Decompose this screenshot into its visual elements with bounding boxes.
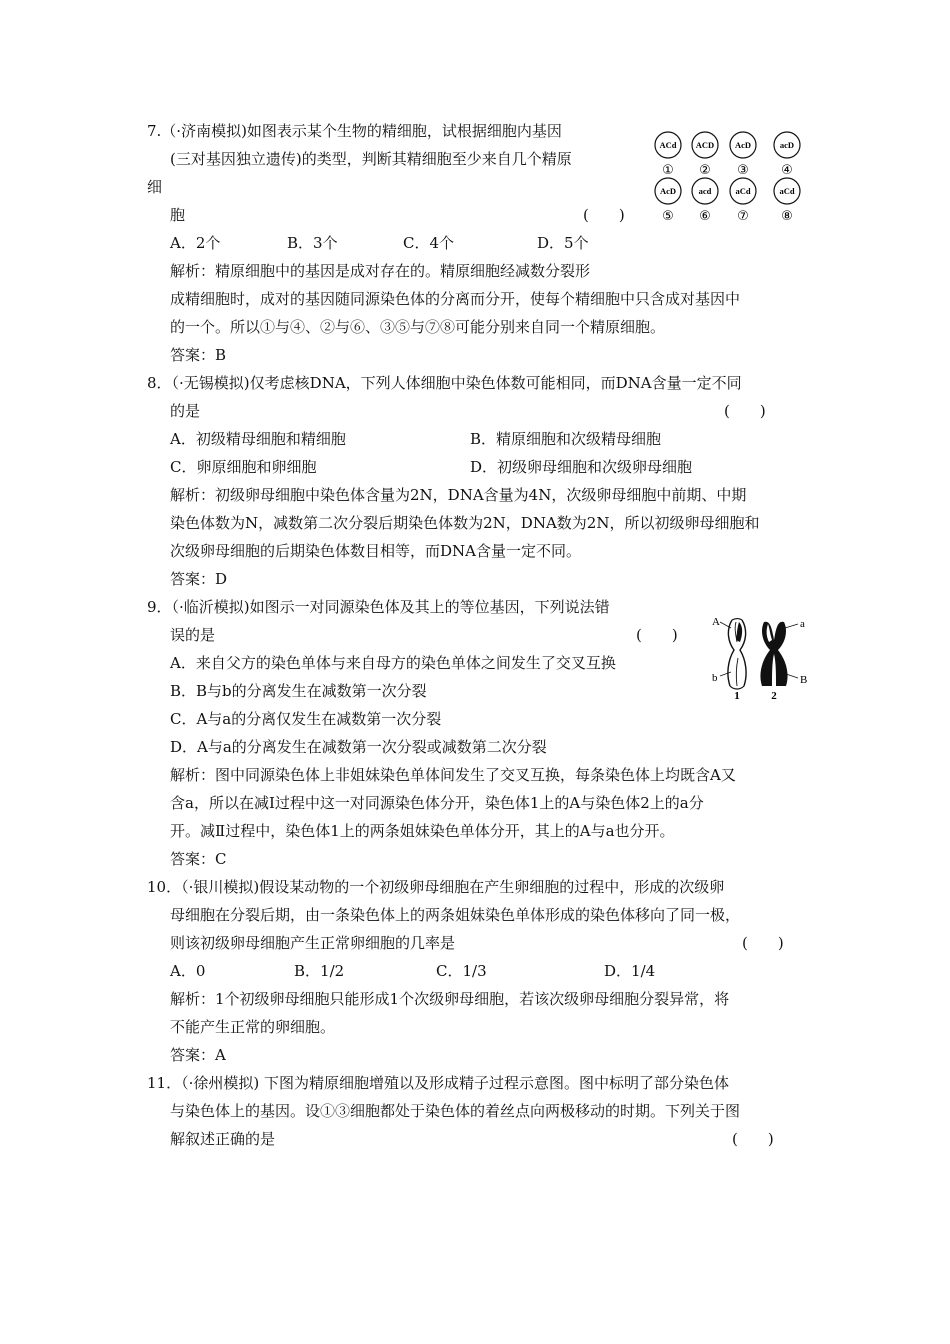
- q7-answer: 答案：B: [170, 346, 227, 364]
- sperm-cell-2-genes: ACD: [695, 140, 715, 150]
- sperm-cell-4-genes: acD: [779, 140, 795, 150]
- q7-stem-line-1: 7.（·济南模拟)如图表示某个生物的精细胞，试根据细胞内基因: [147, 122, 562, 140]
- sperm-cell-7-number: ⑦: [737, 209, 749, 224]
- sperm-cell-8-number: ⑧: [781, 209, 793, 224]
- q8-answer: 答案：D: [170, 570, 228, 588]
- sperm-cell-2-number: ②: [699, 163, 711, 178]
- q9-stem-line-1: 9．（·临沂模拟)如图示一对同源染色体及其上的等位基因，下列说法错: [147, 598, 610, 616]
- sperm-cell-5: [655, 178, 681, 224]
- q7-option-b: B．3个: [287, 234, 338, 252]
- chromosome-2-label: 2: [771, 690, 777, 700]
- q10-option-b: B．1/2: [294, 962, 345, 980]
- gene-label-a: a: [800, 618, 805, 630]
- sperm-cell-1-number: ①: [662, 163, 674, 178]
- sperm-cell-6: [692, 178, 718, 224]
- q10-answer: 答案：A: [170, 1046, 226, 1064]
- q8-explanation-line-3: 次级卵母细胞的后期染色体数目相等，而DNA含量一定不同。: [170, 542, 581, 560]
- q10-explanation-line-1: 解析：1个初级卵母细胞只能形成1个次级卵母细胞，若该次级卵母细胞分裂异常，将: [170, 990, 730, 1008]
- sperm-cell-6-genes: acd: [698, 186, 712, 196]
- q10-option-a: A．0: [170, 962, 206, 980]
- q9-explanation-line-3: 开。减Ⅱ过程中，染色体1上的两条姐妹染色单体分开，其上的A与a也分开。: [170, 822, 675, 840]
- q11-answer-blank: ( ): [732, 1130, 774, 1148]
- q9-stem-line-2: 误的是: [170, 626, 216, 644]
- q10-answer-blank: ( ): [742, 934, 784, 952]
- q9-explanation-line-1: 解析：图中同源染色体上非姐妹染色单体间发生了交叉互换，每条染色体上均既含A又: [170, 766, 736, 784]
- q7-stem-line-4: 胞: [170, 206, 186, 224]
- q10-stem-line-1: 10．（·银川模拟)假设某动物的一个初级卵母细胞在产生卵细胞的过程中，形成的次级卵: [147, 878, 725, 896]
- q7-option-c: C．4个: [403, 234, 455, 252]
- q10-stem-line-2: 母细胞在分裂后期，由一条染色体上的两条姐妹染色单体形成的染色体移向了同一极，: [170, 906, 741, 924]
- gene-label-B: B: [800, 674, 808, 686]
- q8-stem-line-2: 的是: [170, 402, 201, 420]
- sperm-cell-4-number: ④: [781, 163, 793, 178]
- q7-explanation-line-1: 解析：精原细胞中的基因是成对存在的。精原细胞经减数分裂形: [170, 262, 591, 280]
- sperm-cell-4: [774, 132, 800, 178]
- q7-explanation-line-2: 成精细胞时，成对的基因随同源染色体的分离而分开，使每个精细胞中只含成对基因中: [170, 290, 741, 308]
- q10-option-d: D．1/4: [604, 962, 656, 980]
- sperm-cell-1: [655, 132, 681, 178]
- q8-explanation-line-2: 染色体数为N，减数第二次分裂后期染色体数为2N，DNA数为2N，所以初级卵母细胞和: [170, 514, 760, 532]
- sperm-cell-6-number: ⑥: [699, 209, 711, 224]
- q9-explanation-line-2: 含a，所以在减Ⅰ过程中这一对同源染色体分开，染色体1上的A与染色体2上的a分: [170, 794, 704, 812]
- q8-option-b: B．精原细胞和次级精母细胞: [470, 430, 662, 448]
- sperm-cell-3: [730, 132, 756, 178]
- q9-option-d: D．A与a的分离发生在减数第一次分裂或减数第二次分裂: [170, 738, 547, 756]
- q10-stem-line-3: 则该初级卵母细胞产生正常卵细胞的几率是: [170, 934, 456, 952]
- chromosome-2: [760, 622, 787, 686]
- q9-option-c: C．A与a的分离仅发生在减数第一次分裂: [170, 710, 442, 728]
- gene-label-A: A: [712, 616, 720, 628]
- sperm-cell-2: [692, 132, 718, 178]
- sperm-cell-5-number: ⑤: [662, 209, 674, 224]
- q8-explanation-line-1: 解析：初级卵母细胞中染色体含量为2N，DNA含量为4N，次级卵母细胞中前期、中期: [170, 486, 747, 504]
- q7-option-a: A．2个: [170, 234, 221, 252]
- sperm-cell-7: [730, 178, 756, 224]
- q8-stem-line-1: 8．（·无锡模拟)仅考虑核DNA，下列人体细胞中染色体数可能相同，而DNA含量一定不同: [147, 374, 742, 392]
- sperm-cell-3-number: ③: [737, 163, 749, 178]
- sperm-cell-5-genes: AcD: [659, 186, 677, 196]
- q10-explanation-line-2: 不能产生正常的卵细胞。: [170, 1018, 336, 1036]
- q8-option-c: C．卵原细胞和卵细胞: [170, 458, 317, 476]
- q9-answer: 答案：C: [170, 850, 227, 868]
- q9-chromosome-figure: [706, 612, 810, 700]
- chromosome-1-label: 1: [734, 690, 740, 700]
- q8-option-a: A．初级精母细胞和精细胞: [170, 430, 346, 448]
- q9-answer-blank: ( ): [636, 626, 678, 644]
- q8-option-d: D．初级卵母细胞和次级卵母细胞: [470, 458, 693, 476]
- q7-option-d: D．5个: [537, 234, 589, 252]
- q7-stem-line-2: (三对基因独立遗传)的类型，判断其精细胞至少来自几个精原: [170, 150, 572, 168]
- q7-stem-line-3: 细: [147, 178, 163, 196]
- sperm-cell-8: [774, 178, 800, 224]
- sperm-cell-8-genes: aCd: [779, 186, 795, 196]
- q7-explanation-line-3: 的一个。所以①与④、②与⑥、③⑤与⑦⑧可能分别来自同一个精原细胞。: [170, 318, 666, 336]
- sperm-cell-7-genes: aCd: [735, 186, 751, 196]
- gene-label-b: b: [712, 672, 718, 684]
- q7-sperm-cells-figure: [648, 128, 808, 226]
- chromosome-1: [728, 619, 746, 690]
- q8-answer-blank: ( ): [724, 402, 766, 420]
- q11-stem-line-2: 与染色体上的基因。设①③细胞都处于染色体的着丝点向两极移动的时期。下列关于图: [170, 1102, 741, 1120]
- q11-stem-line-3: 解叙述正确的是: [170, 1130, 276, 1148]
- q10-option-c: C．1/3: [436, 962, 487, 980]
- q9-option-a: A．来自父方的染色单体与来自母方的染色单体之间发生了交叉互换: [170, 654, 616, 672]
- sperm-cell-1-genes: ACd: [659, 140, 677, 150]
- q11-stem-line-1: 11．（·徐州模拟) 下图为精原细胞增殖以及形成精子过程示意图。图中标明了部分染色体: [147, 1074, 729, 1092]
- q9-option-b: B．B与b的分离发生在减数第一次分裂: [170, 682, 427, 700]
- sperm-cell-3-genes: AcD: [734, 140, 752, 150]
- q7-answer-blank: ( ): [583, 206, 625, 224]
